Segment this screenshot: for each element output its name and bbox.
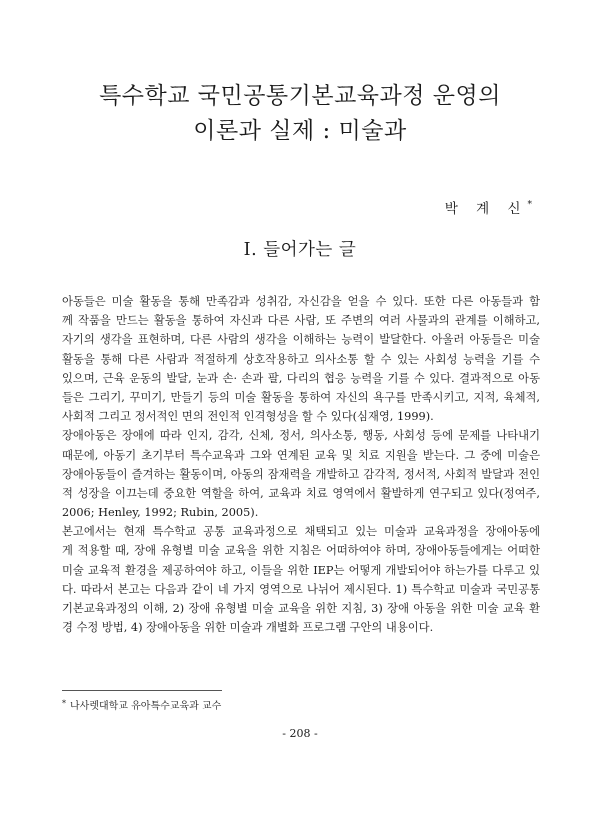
paragraph-2-line: 장애아동들이 즐겨하는 활동이며, 아동의 잠재력을 개발하고 감각적, 정서적, 사회적 발달과 전인 [62,467,540,481]
paragraph-1-line: 사회적 그리고 정서적인 면의 전인적 인격형성을 할 수 있다(심재영, 1999). [62,410,434,424]
author-footnote-mark: * [527,200,532,210]
paragraph-1-line: 께 작품을 만드는 활동을 통하여 자신과 다른 사람, 또 주변의 여러 사물과의 관계를 이해하고, [62,314,540,328]
paragraph-1-line: 아동들은 미술 활동을 통해 만족감과 성취감, 자신감을 얻을 수 있다. 또한 다른 아동들과 함 [62,295,540,308]
paragraph-3-line: 게 적용할 때, 장애 유형별 미술 교육을 위한 지침은 어떠하여야 하며, 장애아동들에게는 어떠한 [62,544,540,558]
footnote [62,697,221,712]
section-heading: Ⅰ. 들어가는 글 [243,240,357,260]
body-text [62,292,540,637]
footnote-divider [62,690,222,691]
footnote-mark: * [62,699,66,708]
paragraph-3-line: 다. 따라서 본고는 다음과 같이 네 가지 영역으로 나뉘어 제시된다. 1) 특수학교 미술과 국민공통 [62,582,540,596]
paragraph-1-line: 있으며, 근육 운동의 발달, 눈과 손· 손과 팔, 다리의 협응 능력을 기를 수 있다. 결과적으로 아동 [62,371,540,385]
paragraph-2-line: 2006; Henley, 1992; Rubin, 2005). [62,506,259,520]
page-number: - 208 - [282,727,318,740]
paragraph-3-line: 기본교육과정의 이해, 2) 장애 유형별 미술 교육을 위한 지침, 3) 장애 아동을 위한 미술 교육 환 [62,602,540,615]
paragraph-1-line: 들은 그리기, 꾸미기, 만들기 등의 미술 활동을 통하여 자신의 욕구를 만족시키고, 지적, 육체적, [62,390,540,404]
paragraph-3-line: 미술 교육적 환경을 제공하여야 하고, 이들을 위한 IEP는 어떻게 개발되어야 하는가를 다루고 있 [62,563,540,577]
paper-title-line-1: 특수학교 국민공통기본교육과정 운영의 [99,83,501,109]
author-name-text: 박 계 신 [444,201,528,217]
paper-title-line-2: 이론과 실제 : 미술과 [193,118,407,144]
paragraph-1-line: 자기의 생각을 표현하며, 다른 사람의 생각을 이해하는 능력이 발달한다. 아울러 아동들은 미술 [62,333,540,347]
paragraph-2-line: 장애아동은 장애에 따라 인지, 감각, 신체, 정서, 의사소통, 행동, 사회성 등에 문제를 나타내기 [62,429,540,443]
paragraph-1-line: 활동을 통해 다른 사람과 적절하게 상호작용하고 의사소통 할 수 있는 사회성 능력을 기를 수 [62,352,540,366]
footnote-text: 나사렛대학교 유아특수교육과 교수 [70,701,222,712]
paragraph-3-line: 본고에서는 현재 특수학교 공통 교육과정으로 채택되고 있는 미술과 교육과정을 장애아동에 [62,525,540,539]
paragraph-3-line: 경 수정 방법, 4) 장애아동을 위한 미술과 개별화 프로그램 구안의 내용이다. [62,621,434,635]
author-name [445,197,532,217]
paragraph-2-line: 때문에, 아동기 초기부터 특수교육과 그와 연계된 교육 및 치료 지원을 받는다. 그 중에 미술은 [62,448,540,462]
paragraph-2-line: 적 성장을 이끄는데 중요한 역할을 하여, 교육과 치료 영역에서 활발하게 연구되고 있다(정여주, [62,486,540,500]
